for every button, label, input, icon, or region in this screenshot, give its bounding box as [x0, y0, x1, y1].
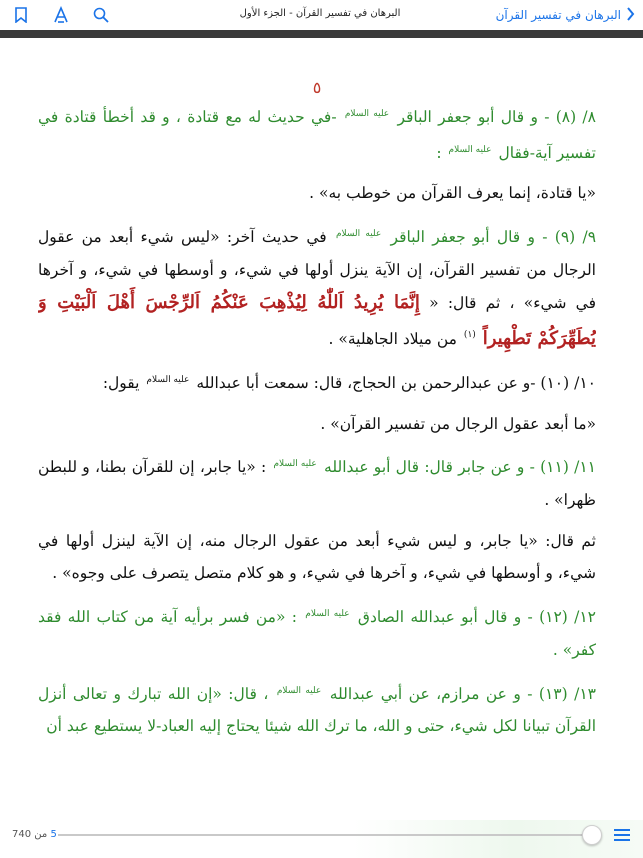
toolbar-icons: [10, 5, 112, 25]
honorific-mark: عليه السلام: [146, 374, 190, 385]
top-toolbar: [0, 0, 643, 30]
footnote-marker[interactable]: (١): [463, 330, 476, 341]
current-page: 5: [50, 829, 57, 840]
quote-paragraph: «يا قتادة، إنما يعرف القرآن من خوطب به» .: [309, 184, 596, 203]
narration-12: [38, 598, 596, 666]
chevron-left-icon: [625, 7, 635, 24]
narration-text: ١١/ (١١) - و عن جابر قال: قال أبو عبدالله: [324, 458, 596, 477]
book-page: [38, 78, 596, 818]
honorific-mark: عليه السلام: [448, 144, 492, 155]
quote-paragraph: «ما أبعد عقول الرجال من تفسير القرآن» .: [320, 414, 596, 433]
page-number: ٥: [312, 78, 322, 97]
narration-text: : «يا جابر، إن للقرآن بطنا، و للبطن ظهرا» .: [38, 458, 596, 510]
narration-text: ١٣/ (١٣) - و عن مرازم، عن أبي عبدالله: [329, 684, 596, 703]
back-button[interactable]: [496, 6, 635, 24]
narration-10: [38, 364, 596, 400]
narration-13: [38, 675, 596, 743]
narration-8: [38, 98, 596, 169]
narration-text: ١٠/ (١٠) -و عن عبدالرحمن بن الحجاج، قال: سمعت أبا عبدالله: [196, 373, 596, 392]
honorific-mark: عليه السلام: [276, 685, 322, 696]
narration-text: ٨/ (٨) - و قال أبو جعفر الباقر: [397, 108, 596, 126]
honorific-mark: عليه السلام: [335, 229, 382, 240]
page-of-label: من: [34, 829, 48, 840]
menu-icon[interactable]: [613, 827, 631, 841]
narration-11: [38, 448, 596, 516]
page-slider-handle[interactable]: [582, 825, 602, 845]
narration-9: [38, 218, 596, 356]
honorific-mark: عليه السلام: [305, 609, 350, 620]
narration-text: ، قال: «إن الله تبارك و تعالى أنزل القرآن تبيانا لكل شيء، حتى و الله، ما ترك الله شيئا يحتاج إليه العباد-لا يستطيع عبد أن: [38, 684, 596, 736]
narration-text: ١٢/ (١٢) - و قال أبو عبدالله الصادق: [357, 608, 596, 627]
narration-text: : «من فسر برأيه آية من كتاب الله فقد كفر» .: [38, 608, 596, 659]
header-divider: [0, 30, 643, 38]
narration-text: :: [436, 143, 442, 162]
total-pages: 740: [12, 829, 32, 840]
honorific-mark: عليه السلام: [344, 109, 390, 119]
page-slider[interactable]: [58, 834, 592, 836]
honorific-mark: عليه السلام: [273, 459, 317, 470]
back-button-label: البرهان في تفسير القرآن: [495, 8, 621, 22]
quran-verse: إِنَّمَا يُرِيدُ اَللّٰهُ لِيُذْهِبَ عَنْكُمُ اَلرِّجْسَ أَهْلَ اَلْبَيْتِ وَ يُطَهِّرَكُمْ تَطْهِيراً: [38, 291, 596, 350]
page-indicator: [12, 829, 57, 840]
font-size-icon[interactable]: [50, 5, 72, 25]
narration-text: يقول:: [102, 373, 140, 392]
bookmark-icon[interactable]: [10, 5, 32, 25]
search-icon[interactable]: [90, 5, 112, 25]
narration-text: من ميلاد الجاهلية» .: [328, 330, 457, 349]
narration-text: -في حديث له مع قتادة ، و قد أخطأ قتادة في تفسير آية-فقال: [38, 108, 596, 162]
book-title: البرهان في تفسير القرآن - الجزء الأول: [239, 8, 401, 19]
narration-text: ٩/ (٩) - و قال أبو جعفر الباقر: [390, 228, 596, 247]
quote-paragraph: ثم قال: «يا جابر، و ليس شيء أبعد من عقول الرجال منه، إن الآية لينزل أولها في شيء، و أوسطها في شيء، و آخرها في شيء، و هو كلام متصل يتصرف على وجوه» .: [38, 531, 596, 583]
narration-text: في حديث آخر: «ليس شيء أبعد من عقول الرجال من تفسير القرآن، إن الآية ينزل أولها في شيء، و أوسطها في شيء، و آخرها في شيء» ، ثم قال: «: [38, 228, 596, 312]
bottom-toolbar: [0, 820, 643, 858]
